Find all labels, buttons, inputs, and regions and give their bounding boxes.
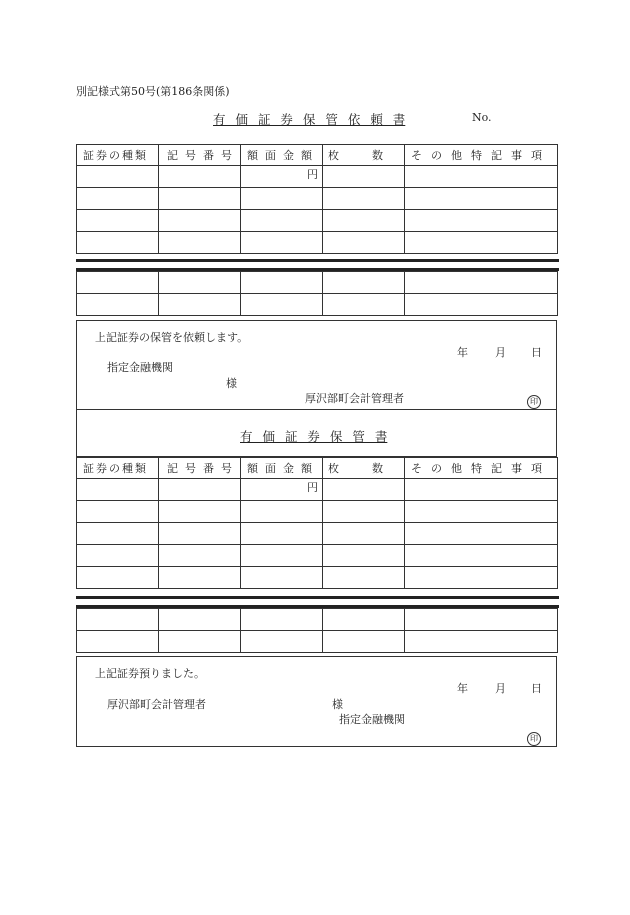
request-no-label: No. bbox=[472, 111, 492, 124]
request-header-remarks: その他特記事項 bbox=[405, 145, 558, 166]
receipt-header-type: 証券の種類 bbox=[77, 458, 159, 479]
request-cell[interactable] bbox=[405, 232, 558, 254]
receipt-cell[interactable] bbox=[405, 631, 558, 653]
receipt-cell[interactable] bbox=[405, 523, 558, 545]
request-cell[interactable] bbox=[241, 232, 323, 254]
request-table-wrap bbox=[76, 144, 557, 254]
request-header-amount: 額面金額 bbox=[241, 145, 323, 166]
request-cell-count[interactable] bbox=[323, 166, 405, 188]
receipt-table2-wrap bbox=[76, 608, 557, 653]
date-month: 月 bbox=[495, 346, 506, 359]
date-day: 日 bbox=[531, 346, 542, 359]
request-header-row bbox=[77, 145, 558, 166]
receipt-cell[interactable] bbox=[159, 501, 241, 523]
request-cell[interactable] bbox=[241, 188, 323, 210]
request-cell[interactable] bbox=[323, 210, 405, 232]
request-cell[interactable] bbox=[159, 232, 241, 254]
seal-icon: 印 bbox=[527, 389, 541, 409]
receipt-table bbox=[76, 457, 558, 589]
date-year: 年 bbox=[457, 346, 468, 359]
request-cell[interactable] bbox=[77, 232, 159, 254]
receipt-cell[interactable] bbox=[405, 567, 558, 589]
yen-label: 円 bbox=[307, 481, 318, 494]
request-cell[interactable] bbox=[77, 210, 159, 232]
receipt-cell[interactable] bbox=[241, 501, 323, 523]
table-row bbox=[77, 631, 558, 653]
request-cell-remarks[interactable] bbox=[405, 166, 558, 188]
table-row bbox=[77, 210, 558, 232]
table-row bbox=[77, 479, 558, 501]
receipt-footer bbox=[76, 656, 557, 747]
request-cell[interactable] bbox=[323, 294, 405, 316]
request-title: 有 価 証 券 保 管 依 頼 書 bbox=[213, 112, 406, 127]
receipt-cell[interactable] bbox=[159, 545, 241, 567]
request-table bbox=[76, 144, 558, 254]
request-header-number: 記号番号 bbox=[159, 145, 241, 166]
table-row bbox=[77, 501, 558, 523]
receipt-cell[interactable] bbox=[241, 523, 323, 545]
table-row bbox=[77, 294, 558, 316]
receipt-title-box bbox=[76, 410, 557, 457]
section-break-line bbox=[76, 259, 559, 262]
request-cell[interactable] bbox=[405, 210, 558, 232]
receipt-cell[interactable] bbox=[159, 523, 241, 545]
receipt-cell[interactable] bbox=[323, 631, 405, 653]
request-statement: 上記証券の保管を依頼します。 bbox=[95, 331, 249, 344]
table-row bbox=[77, 545, 558, 567]
request-cell[interactable] bbox=[159, 294, 241, 316]
request-cell-type[interactable] bbox=[77, 166, 159, 188]
request-cell[interactable] bbox=[241, 272, 323, 294]
request-cell[interactable] bbox=[405, 188, 558, 210]
receipt-cell[interactable] bbox=[405, 545, 558, 567]
receipt-statement: 上記証券預りました。 bbox=[95, 667, 205, 680]
receipt-cell[interactable] bbox=[241, 567, 323, 589]
receipt-cell[interactable] bbox=[323, 523, 405, 545]
request-cell[interactable] bbox=[323, 232, 405, 254]
table-row bbox=[77, 567, 558, 589]
seal-icon: 印 bbox=[527, 726, 541, 746]
date-year: 年 bbox=[457, 682, 468, 695]
receipt-header-remarks: その他特記事項 bbox=[405, 458, 558, 479]
request-cell[interactable] bbox=[159, 188, 241, 210]
receipt-header-number: 記号番号 bbox=[159, 458, 241, 479]
accountant-label: 厚沢部町会計管理者 bbox=[305, 392, 404, 405]
receipt-cell[interactable] bbox=[241, 631, 323, 653]
table-row bbox=[77, 272, 558, 294]
receipt-cell[interactable] bbox=[159, 631, 241, 653]
receipt-cell-remarks[interactable] bbox=[405, 479, 558, 501]
table-row bbox=[77, 523, 558, 545]
request-footer bbox=[76, 320, 557, 410]
receipt-cell[interactable] bbox=[77, 501, 159, 523]
receipt-cell[interactable] bbox=[241, 609, 323, 631]
receipt-cell[interactable] bbox=[323, 567, 405, 589]
sama-label: 様 bbox=[226, 377, 237, 390]
receipt-cell[interactable] bbox=[159, 609, 241, 631]
receipt-cell[interactable] bbox=[323, 609, 405, 631]
receipt-cell-count[interactable] bbox=[323, 479, 405, 501]
section-break-line bbox=[76, 596, 559, 599]
request-cell[interactable] bbox=[77, 294, 159, 316]
receipt-cell-number[interactable] bbox=[159, 479, 241, 501]
request-header-type: 証券の種類 bbox=[77, 145, 159, 166]
receipt-cell[interactable] bbox=[159, 567, 241, 589]
receipt-cell[interactable] bbox=[323, 545, 405, 567]
request-table-continued bbox=[76, 271, 558, 316]
table-row bbox=[77, 188, 558, 210]
yen-label: 円 bbox=[307, 168, 318, 181]
request-cell[interactable] bbox=[323, 272, 405, 294]
receipt-cell[interactable] bbox=[77, 631, 159, 653]
institution-label: 指定金融機関 bbox=[107, 361, 173, 374]
table-row bbox=[77, 609, 558, 631]
receipt-cell[interactable] bbox=[405, 501, 558, 523]
request-cell[interactable] bbox=[159, 210, 241, 232]
request-cell-amount[interactable] bbox=[241, 166, 323, 188]
table-row bbox=[77, 166, 558, 188]
receipt-cell[interactable] bbox=[405, 609, 558, 631]
request-cell[interactable] bbox=[323, 188, 405, 210]
form-code: 別記様式第50号(第186条関係) bbox=[76, 85, 230, 98]
receipt-header-row bbox=[77, 458, 558, 479]
request-cell[interactable] bbox=[159, 272, 241, 294]
receipt-cell[interactable] bbox=[77, 545, 159, 567]
request-cell[interactable] bbox=[241, 294, 323, 316]
request-header-count: 枚 数 bbox=[323, 145, 405, 166]
request-cell[interactable] bbox=[241, 210, 323, 232]
institution-label: 指定金融機関 bbox=[339, 713, 405, 726]
receipt-title: 有 価 証 券 保 管 書 bbox=[240, 429, 388, 444]
receipt-header-count: 枚 数 bbox=[323, 458, 405, 479]
receipt-table-continued bbox=[76, 608, 558, 653]
date-month: 月 bbox=[495, 682, 506, 695]
receipt-cell[interactable] bbox=[77, 609, 159, 631]
date-day: 日 bbox=[531, 682, 542, 695]
receipt-table-wrap bbox=[76, 457, 557, 589]
receipt-cell[interactable] bbox=[77, 567, 159, 589]
table-row bbox=[77, 232, 558, 254]
request-cell[interactable] bbox=[77, 188, 159, 210]
receipt-cell[interactable] bbox=[241, 545, 323, 567]
receipt-cell-amount[interactable] bbox=[241, 479, 323, 501]
request-table2-wrap bbox=[76, 271, 557, 316]
receipt-cell[interactable] bbox=[77, 523, 159, 545]
sama-label: 様 bbox=[332, 698, 343, 711]
request-cell[interactable] bbox=[77, 272, 159, 294]
receipt-cell-type[interactable] bbox=[77, 479, 159, 501]
receipt-header-amount: 額面金額 bbox=[241, 458, 323, 479]
request-cell-number[interactable] bbox=[159, 166, 241, 188]
request-cell[interactable] bbox=[405, 294, 558, 316]
receipt-cell[interactable] bbox=[323, 501, 405, 523]
request-cell[interactable] bbox=[405, 272, 558, 294]
accountant-label: 厚沢部町会計管理者 bbox=[107, 698, 206, 711]
